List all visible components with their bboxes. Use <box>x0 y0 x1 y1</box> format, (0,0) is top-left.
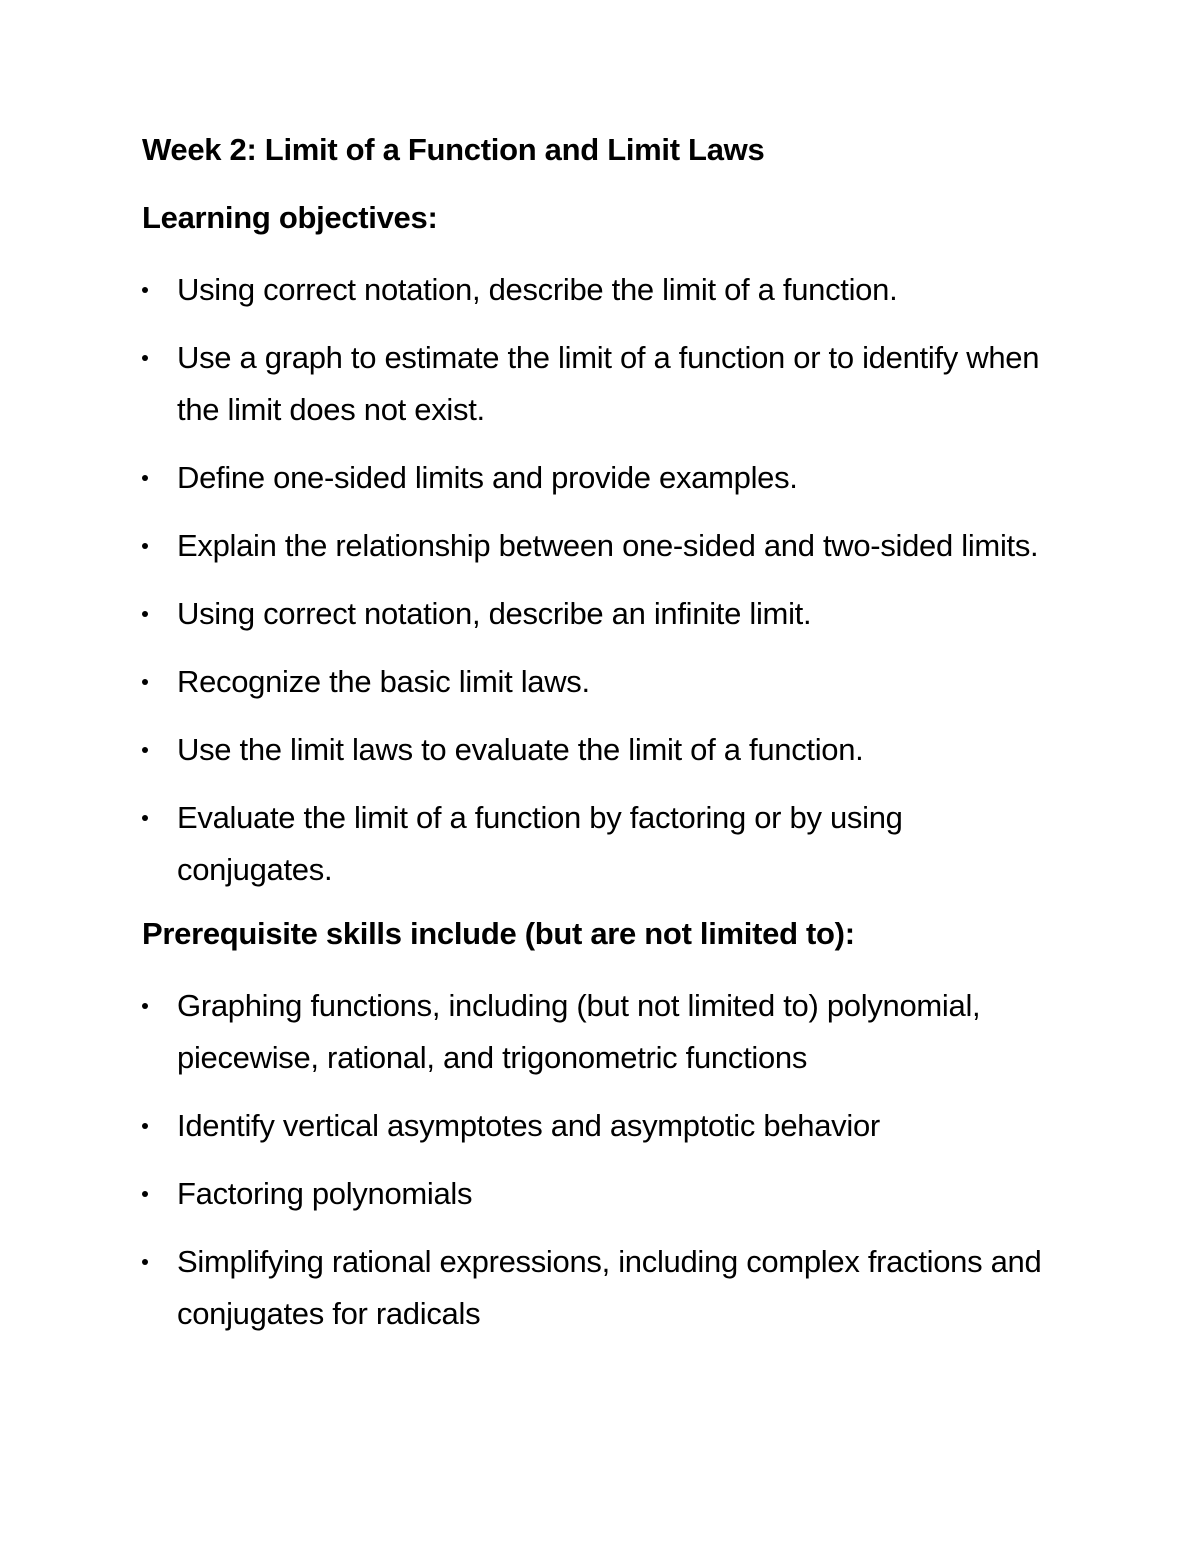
list-item-text: Identify vertical asymptotes and asymptotic behavior <box>177 1108 880 1143</box>
list-item <box>142 1168 1042 1220</box>
list-item-text: Recognize the basic limit laws. <box>177 664 590 699</box>
bullet-icon <box>142 287 148 293</box>
list-item-text: Explain the relationship between one-sided and two-sided limits. <box>177 528 1039 563</box>
list-item <box>142 1100 1042 1152</box>
list-item <box>142 332 1042 436</box>
bullet-icon <box>142 1123 148 1129</box>
list-item-text: Use the limit laws to evaluate the limit of a function. <box>177 732 864 767</box>
bullet-icon <box>142 815 148 821</box>
learning-objectives-heading: Learning objectives: <box>142 200 438 235</box>
prerequisite-skills-list <box>142 980 1042 1340</box>
bullet-icon <box>142 543 148 549</box>
list-item <box>142 792 1042 896</box>
list-item-text: Factoring polynomials <box>177 1176 473 1211</box>
list-item-text: Using correct notation, describe an infinite limit. <box>177 596 812 631</box>
bullet-icon <box>142 611 148 617</box>
document-title: Week 2: Limit of a Function and Limit Laws <box>142 132 765 167</box>
bullet-icon <box>142 1259 148 1265</box>
list-item-text: Use a graph to estimate the limit of a function or to identify when the limit does not exist. <box>177 340 1040 427</box>
bullet-icon <box>142 1003 148 1009</box>
list-item <box>142 980 1042 1084</box>
list-item <box>142 1236 1042 1340</box>
list-item-text: Define one-sided limits and provide examples. <box>177 460 798 495</box>
bullet-icon <box>142 355 148 361</box>
list-item-text: Simplifying rational expressions, including complex fractions and conjugates for radicals <box>177 1244 1042 1331</box>
bullet-icon <box>142 747 148 753</box>
bullet-icon <box>142 679 148 685</box>
list-item-text: Graphing functions, including (but not limited to) polynomial, piecewise, rational, and trigonometric functions <box>177 988 981 1075</box>
list-item <box>142 264 1042 316</box>
bullet-icon <box>142 1191 148 1197</box>
learning-objectives-list <box>142 264 1042 896</box>
list-item <box>142 520 1042 572</box>
list-item-text: Using correct notation, describe the limit of a function. <box>177 272 898 307</box>
list-item <box>142 724 1042 776</box>
bullet-icon <box>142 475 148 481</box>
list-item <box>142 656 1042 708</box>
document-content <box>142 128 1042 1364</box>
list-item <box>142 452 1042 504</box>
prerequisite-skills-heading: Prerequisite skills include (but are not limited to): <box>142 916 855 951</box>
list-item-text: Evaluate the limit of a function by factoring or by using conjugates. <box>177 800 903 887</box>
list-item <box>142 588 1042 640</box>
